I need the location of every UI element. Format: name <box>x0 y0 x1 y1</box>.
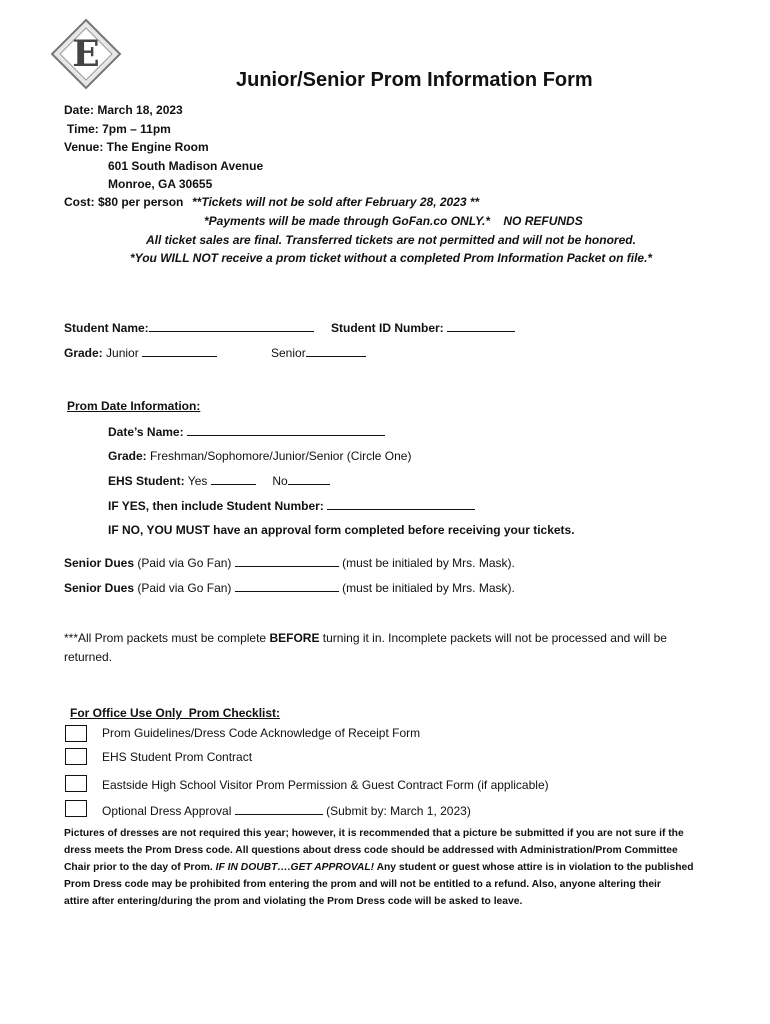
student-name-row <box>64 321 314 335</box>
ehs-no-label: No <box>272 474 288 488</box>
dates-name-label: Date’s Name: <box>108 425 184 439</box>
notice-bold: BEFORE <box>269 631 320 645</box>
senior-dues-row-1 <box>64 556 515 570</box>
ehs-no-field[interactable] <box>288 474 330 485</box>
notice-suffix: turning it in. Incomplete packets will not be processed and will be <box>322 631 667 645</box>
senior-row <box>271 346 366 360</box>
footer-line-3a: Chair prior to the day of Prom. <box>64 862 213 873</box>
if-no-note: IF NO, YOU MUST have an approval form completed before receiving your tickets. <box>108 523 575 537</box>
senior-dues-note: (must be initialed by Mrs. Mask). <box>342 556 515 570</box>
notice-prefix: ***All Prom packets must be complete <box>64 631 267 645</box>
if-yes-label: IF YES, then include Student Number: <box>108 499 324 513</box>
event-venue: Venue: The Engine Room <box>64 140 209 154</box>
event-cost: Cost: $80 per person <box>64 195 184 209</box>
senior-dues-label: Senior Dues <box>64 556 135 570</box>
ehs-yes-label: Yes <box>187 474 208 488</box>
student-id-field[interactable] <box>447 321 515 332</box>
student-name-label: Student Name: <box>64 321 149 335</box>
senior-dues-paid: (Paid via Go Fan) <box>137 556 232 570</box>
page-title: Junior/Senior Prom Information Form <box>236 69 593 91</box>
date-grade-label: Grade: <box>108 449 147 463</box>
date-info-heading: Prom Date Information: <box>67 399 201 413</box>
grade-row <box>64 346 217 360</box>
student-id-label: Student ID Number: <box>331 321 444 335</box>
senior-field[interactable] <box>306 346 366 357</box>
checklist-item-3: Eastside High School Visitor Prom Permission & Guest Contract Form (if applicable) <box>102 778 549 792</box>
senior-dues-paid: (Paid via Go Fan) <box>137 581 232 595</box>
event-address-1: 601 South Madison Avenue <box>108 159 264 173</box>
senior-dues-field-1[interactable] <box>235 556 339 567</box>
notice-line-2: returned. <box>64 650 113 664</box>
school-logo <box>50 18 122 90</box>
event-time: Time: 7pm – 11pm <box>67 122 171 136</box>
date-grade-row <box>108 449 411 463</box>
footer-line-3-italic: IF IN DOUBT….GET APPROVAL! <box>215 862 375 873</box>
footer-line-5: attire after entering/during the prom and violating the Prom Dress code will be asked to leave. <box>64 896 523 907</box>
payments-note: *Payments will be made through GoFan.co ONLY.* NO REFUNDS <box>204 214 583 228</box>
logo-letter: E <box>72 33 100 75</box>
footer-line-4: Prom Dress code may be prohibited from entering the prom and will not be entitled to a refund. Also, anyone altering their <box>64 879 661 890</box>
checklist-item-2: EHS Student Prom Contract <box>102 750 253 764</box>
packet-note: *You WILL NOT receive a prom ticket without a completed Prom Information Packet on file.* <box>130 251 653 265</box>
senior-dues-field-2[interactable] <box>235 581 339 592</box>
date-grade-options: Freshman/Sophomore/Junior/Senior (Circle One) <box>150 449 412 463</box>
checklist-checkbox-1[interactable] <box>65 725 87 742</box>
ehs-student-row <box>108 474 330 488</box>
junior-field[interactable] <box>142 346 217 357</box>
cost-note: **Tickets will not be sold after February 28, 2023 ** <box>192 195 480 209</box>
senior-dues-label: Senior Dues <box>64 581 135 595</box>
ehs-yes-field[interactable] <box>211 474 256 485</box>
checklist-checkbox-4[interactable] <box>65 800 87 817</box>
footer-line-1: Pictures of dresses are not required this year; however, it is recommended that a picture be submitted if you are not sure if the <box>64 828 684 839</box>
ehs-student-label: EHS Student: <box>108 474 185 488</box>
event-address-2: Monroe, GA 30655 <box>108 177 213 191</box>
dates-name-field[interactable] <box>187 425 385 436</box>
grade-senior-label: Senior <box>271 346 306 360</box>
checklist-checkbox-2[interactable] <box>65 748 87 765</box>
checklist-checkbox-3[interactable] <box>65 775 87 792</box>
footer-line-3 <box>64 862 694 873</box>
footer-line-3b: Any student or guest whose attire is in violation to the published <box>376 862 694 873</box>
checklist-item-1: Prom Guidelines/Dress Code Acknowledge of Receipt Form <box>102 726 421 740</box>
student-number-field[interactable] <box>327 499 475 510</box>
footer-line-2: dress meets the Prom Dress code. All questions about dress code should be addressed with Administration/Prom Committee <box>64 845 678 856</box>
grade-label: Grade: <box>64 346 103 360</box>
dress-approval-field[interactable] <box>235 804 323 815</box>
student-name-field[interactable] <box>149 321 314 332</box>
submit-by-note: (Submit by: March 1, 2023) <box>326 804 471 818</box>
grade-junior-label: Junior <box>106 346 139 360</box>
student-id-row <box>331 321 515 335</box>
if-yes-row <box>108 499 475 513</box>
final-sales-note: All ticket sales are final. Transferred tickets are not permitted and will not be honored. <box>146 233 636 247</box>
dates-name-row <box>108 425 385 439</box>
event-date: Date: March 18, 2023 <box>64 103 183 117</box>
packet-notice <box>64 631 667 645</box>
senior-dues-row-2 <box>64 581 515 595</box>
checklist-item-4-row <box>102 804 471 818</box>
senior-dues-note: (must be initialed by Mrs. Mask). <box>342 581 515 595</box>
checklist-item-4: Optional Dress Approval <box>102 804 232 818</box>
checklist-heading: For Office Use Only Prom Checklist: <box>70 706 281 720</box>
